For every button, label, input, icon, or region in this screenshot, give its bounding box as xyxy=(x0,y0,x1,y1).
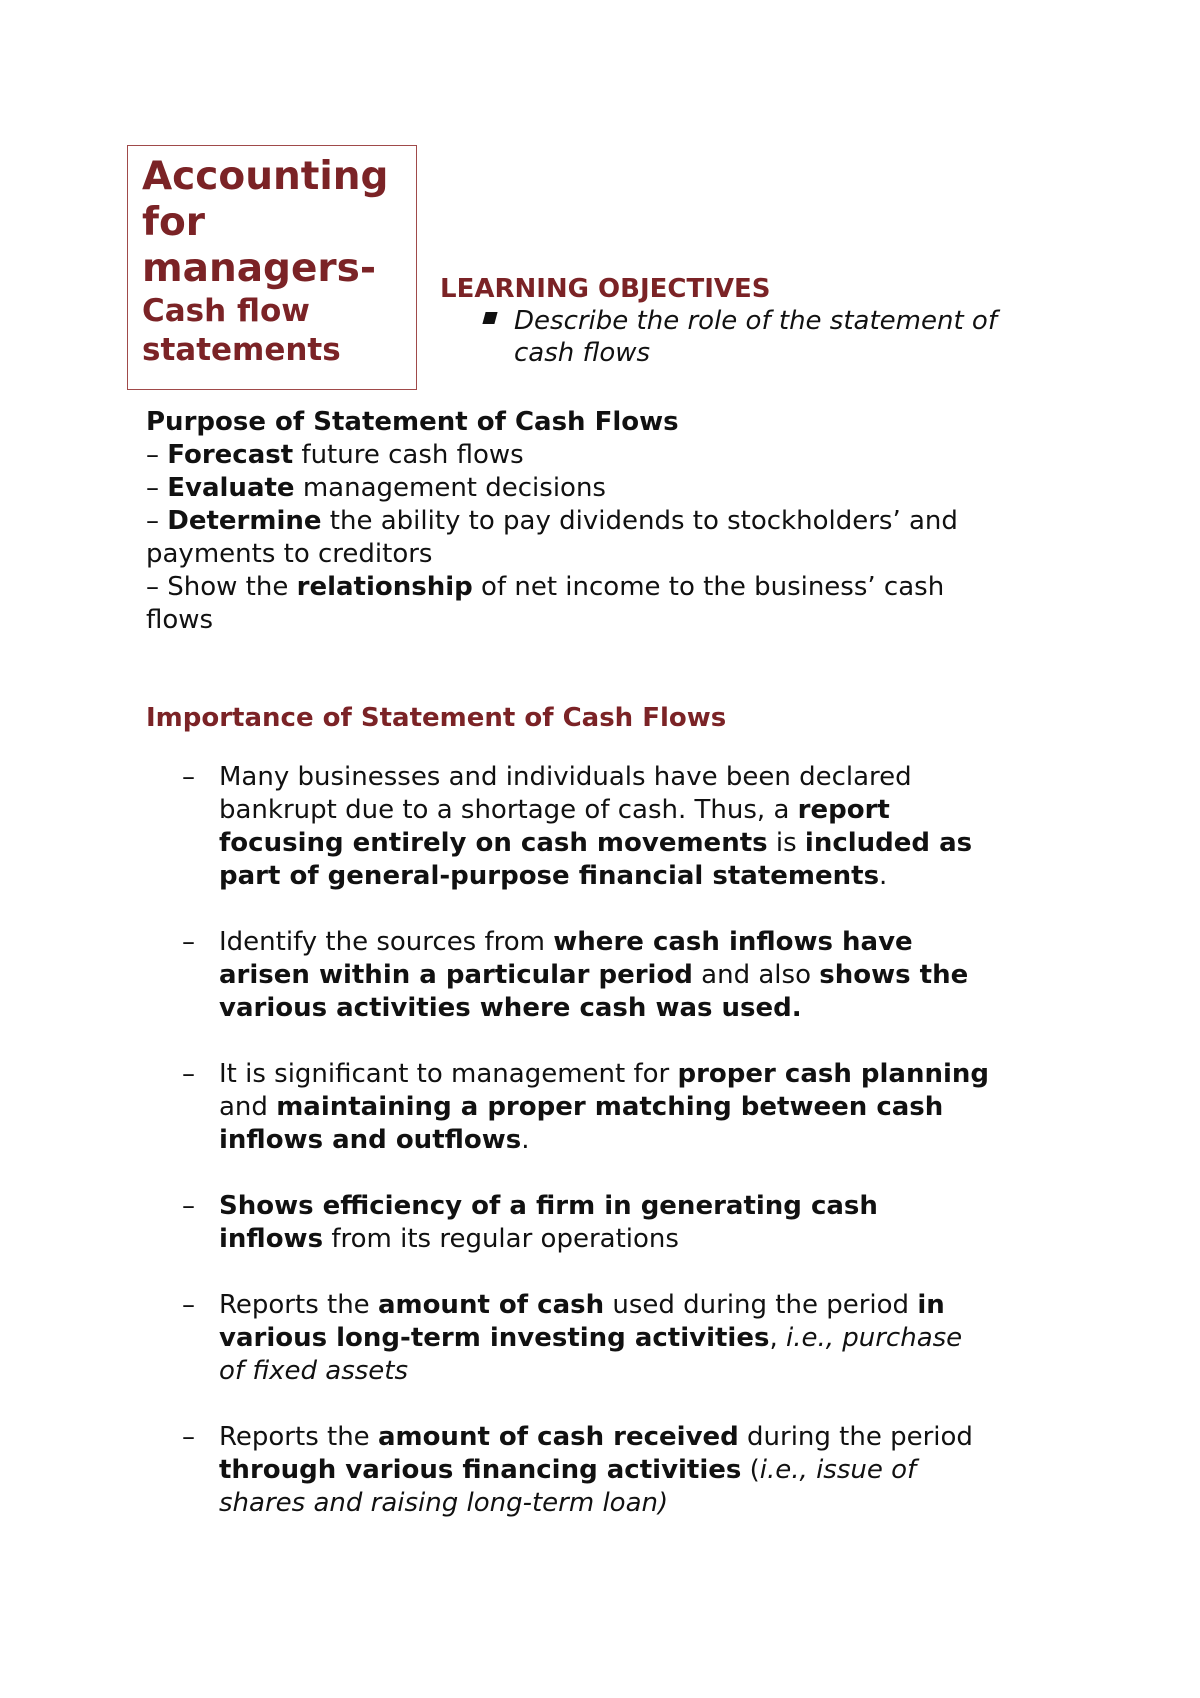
subtitle-line: statements xyxy=(142,332,341,368)
dash-bullet-icon: – xyxy=(182,1191,195,1221)
importance-heading: Importance of Statement of Cash Flows xyxy=(146,703,727,733)
list-item: – Reports the amount of cash received during the period through various financing activities (i.e., issue of shares and raising long-term loan) xyxy=(182,1422,973,1518)
list-item: – Shows efficiency of a firm in generating cash inflows from its regular operations xyxy=(182,1191,878,1254)
purpose-line: – Forecast future cash flows xyxy=(146,440,524,470)
importance-list xyxy=(146,761,1086,1520)
purpose-line: – Determine the ability to pay dividends to stockholders’ and payments to creditors xyxy=(146,506,958,569)
learning-objectives xyxy=(440,273,1080,369)
objective-text: Describe the role of the statement of xyxy=(514,306,997,336)
list-item: – Many businesses and individuals have been declared bankrupt due to a shortage of cash. Thus, a report focusing entirely on cash movements is included as part of general-purpose financial statements. xyxy=(182,762,973,891)
list-item: – Identify the sources from where cash inflows have arisen within a particular period and also shows the various activities where cash was used. xyxy=(182,927,969,1023)
title-line: managers- xyxy=(142,246,377,291)
dash-bullet-icon: – xyxy=(182,1290,195,1320)
list-item: – Reports the amount of cash used during the period in various long-term investing activities, i.e., purchase of fixed assets xyxy=(182,1290,963,1386)
dash-bullet-icon: – xyxy=(182,762,195,792)
subtitle-line: Cash flow xyxy=(142,293,310,329)
purpose-heading: Purpose of Statement of Cash Flows xyxy=(146,407,679,437)
dash-bullet-icon: – xyxy=(182,1059,195,1089)
title-line: for xyxy=(142,200,205,245)
importance-section xyxy=(146,701,1086,1553)
learning-objectives-heading: LEARNING OBJECTIVES xyxy=(440,274,771,304)
dash-bullet-icon: – xyxy=(182,1422,195,1452)
purpose-line: – Show the relationship of net income to the business’ cash flows xyxy=(146,572,945,635)
purpose-line: – Evaluate management decisions xyxy=(146,473,606,503)
dash-bullet-icon: – xyxy=(182,927,195,957)
square-bullet-icon xyxy=(482,312,497,324)
list-item xyxy=(440,305,1080,369)
purpose-section xyxy=(146,406,1066,637)
title-line: Accounting xyxy=(142,154,389,199)
learning-objectives-list xyxy=(440,305,1080,369)
list-item: – It is significant to management for proper cash planning and maintaining a proper matching between cash inflows and outflows. xyxy=(182,1059,990,1155)
objective-text: cash flows xyxy=(514,338,651,368)
title-box xyxy=(127,145,417,390)
